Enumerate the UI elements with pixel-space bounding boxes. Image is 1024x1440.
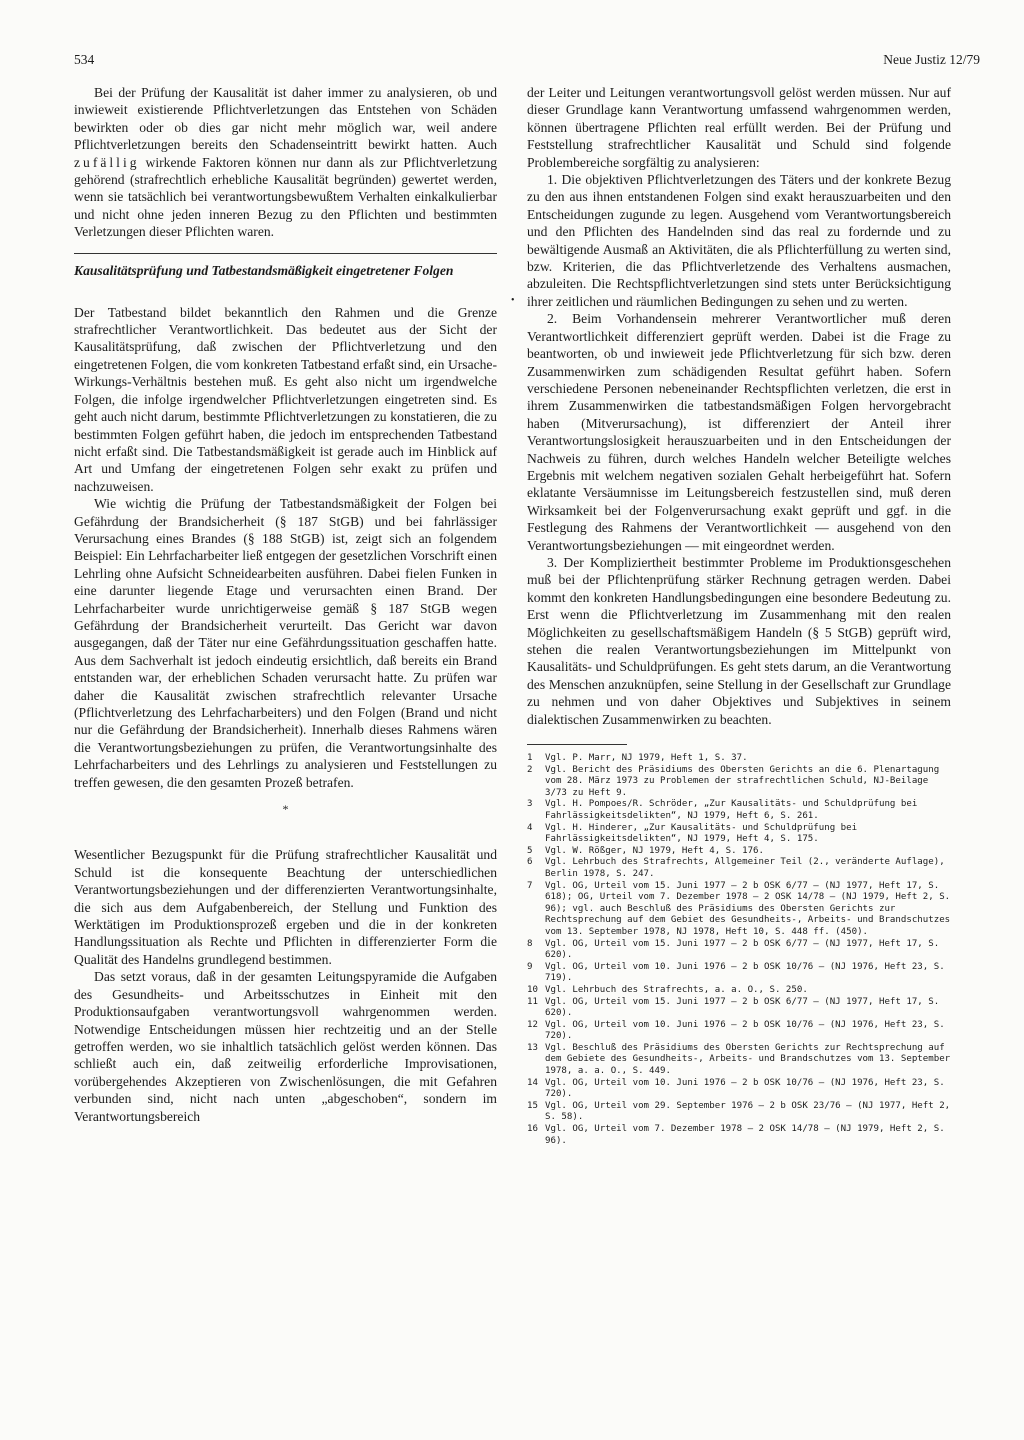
footnote-text: Vgl. Lehrbuch des Strafrechts, a. a. O., S. 250. (545, 984, 808, 995)
footnote (527, 857, 951, 880)
footnote-text: Vgl. OG, Urteil vom 10. Juni 1976 — 2 b OSK 10/76 — (NJ 1976, Heft 23, S. 719). (545, 961, 945, 984)
footnote (527, 799, 951, 822)
footnote-number: 13 (527, 1042, 538, 1053)
footnote-number: 8 (527, 938, 533, 949)
footnote-number: 10 (527, 984, 538, 995)
footnote-text: Vgl. Beschluß des Präsidiums des Obersten Gerichts zur Rechtsprechung auf dem Gebiete des Gesundheits-, Arbeits- und Brandschutzes vom 13. September 1978, a. a. O., S. 449. (545, 1042, 951, 1077)
footnote (527, 1020, 951, 1043)
footnote (527, 765, 951, 800)
footnotes (527, 753, 951, 1147)
list-item-3: 3. Der Kompliziertheit bestimmter Probleme im Produktionsgeschehen muß bei der Pflichtenprüfung stärker Rechnung getragen werden. Dabei kommt den konkreten Handlungsbedingungen eine besondere Bedeutung zu. Erst wenn die Pflichtverletzung im Zusammenhang mit den realen Möglichkeiten zu gesellschaftsmäßigem Handeln (§ 5 StGB) geprüft wird, stehen die realen Verantwortungsbeziehungen im Mittelpunkt von Kausalitäts- und Schuldprüfungen. Es geht stets darum, an die Verantwortung des Menschen anzuknüpfen, seine Stellung in der Gesellschaft zur Grundlage zu nehmen und von daher Objektives und Subjektives in seinem dialektischen Zusammenwirken zu beachten. (527, 554, 951, 727)
footnote-text: Vgl. OG, Urteil vom 10. Juni 1976 — 2 b OSK 10/76 — (NJ 1976, Heft 23, S. 720). (545, 1019, 945, 1042)
footnote (527, 846, 951, 858)
footnote (527, 881, 951, 939)
footnote-text: Vgl. OG, Urteil vom 15. Juni 1977 — 2 b OSK 6/77 — (NJ 1977, Heft 17, S. 620). (545, 938, 940, 961)
footnote-text: Vgl. Bericht des Präsidiums des Obersten Gerichts an die 6. Plenartagung vom 28. März 1973 zu Problemen der strafrechtlichen Schuld, NJ-Beilage 3/73 zu Heft 9. (545, 764, 940, 798)
footnote (527, 1043, 951, 1078)
footnote-number: 9 (527, 961, 533, 972)
footnote-number: 14 (527, 1077, 538, 1088)
footnote-number: 15 (527, 1100, 538, 1111)
footnote-number: 4 (527, 822, 533, 833)
footnote-text: Vgl. OG, Urteil vom 10. Juni 1976 — 2 b OSK 10/76 — (NJ 1976, Heft 23, S. 720). (545, 1077, 945, 1100)
list-item-2: 2. Beim Vorhandensein mehrerer Verantwortlicher muß deren Verantwortlichkeit differenziert geprüft werden. Dabei ist die Frage zu beantworten, ob und inwieweit jede Pflichtverletzung für sich bzw. deren Zusammenwirken zum schädigenden Resultat geführt haben. Sofern verschiedene Personen nebeneinander Rechtspflichten verletzen, die erst in ihrem Zusammenwirken die tatbestandsmäßigen Folgen hervorgebracht haben (Mitverursachung), ist differenziert der Anteil ihrer Verantwortungslosigkeit herauszuarbeiten und in den Entscheidungen der Nachweis zu führen, durch welches Handeln welcher Beteiligte welches Ergebnis mit welchem negativen sozialen Gehalt herbeigeführt hat. Sofern eklatante Versäumnisse im Leitungsbereich festzustellen sind, muß deren Wirksamkeit bei der Folgenverursachung exakt geprüft und ggf. in die Festlegung des Rahmens der Verantwortlichkeit — ausgehend von den Verantwortungsbeziehungen — mit eingeordnet werden. (527, 311, 951, 553)
footnote-text: Vgl. W. Rößger, NJ 1979, Heft 4, S. 176. (545, 845, 764, 856)
paragraph-3: Wesentlicher Bezugspunkt für die Prüfung strafrechtlicher Kausalität und Schuld ist die konsequente Beachtung der unterschiedlichen Verantwortungsbeziehungen und der differenzierten Verantwortungsinhalte, die sich aus dem Aufgabenbereich, der Stellung und Funktion des Werktätigen im Produktionsprozeß ergeben und die in der konkreten Handlungssituation als Rechte und Pflichten in differenzierter Form die Qualität des Handelns grundlegend bestimmen. (74, 847, 497, 967)
footnote-text: Vgl. Lehrbuch des Strafrechts, Allgemeiner Teil (2., veränderte Auflage), Berlin 1978, S. 247. (545, 857, 945, 879)
footnote-number: 1 (527, 753, 533, 764)
footnote (527, 1101, 951, 1124)
paragraph-2: Wie wichtig die Prüfung der Tatbestandsmäßigkeit der Folgen bei Gefährdung der Brandsicherheit (§ 187 StGB) und bei fahrlässiger Verursachung eines Brandes (§ 188 StGB) ist, zeigt sich an folgendem Beispiel: Ein Lehrfacharbeiter ließ entgegen der gesetzlichen Vorschrift einen Lehrling ohne Aufsicht Schneidearbeiten ausführen. Dabei fielen Funken in eine darunter liegende Etage und verursachten einen Brand. Der Lehrfacharbeiter wurde unrichtigerweise gemäß § 187 StGB wegen Gefährdung der Brandsicherheit verurteilt. Das Gericht war davon ausgegangen, daß der Täter nur eine Gefährdungssituation geschaffen hatte. Aus dem Sachverhalt ist jedoch eindeutig ersichtlich, daß bereits ein Brand entstanden war, der erheblichen Schaden verursacht hatte. Zu prüfen war daher die Kausalität zwischen strafrechtlich relevanter Ursache (Pflichtverletzung des Lehrfacharbeiters) und den Folgen (Brand und nicht nur die Gefährdung der Brandsicherheit). Innerhalb dieses Rahmens wären die Verantwortungsbeziehungen zu prüfen, die Verantwortungsinhalte des Lehrfacharbeiters und des Lehrlings zu analysieren und Feststellungen zu treffen gewesen, die den gesamten Prozeß betrafen. (74, 496, 497, 790)
footnote-number: 5 (527, 845, 533, 856)
footnote (527, 997, 951, 1020)
section-rule (74, 253, 497, 254)
right-column (527, 84, 951, 1147)
footnote-rule (527, 744, 627, 745)
margin-mark: • (511, 295, 515, 306)
footnote-text: Vgl. OG, Urteil vom 15. Juni 1977 — 2 b OSK 6/77 — (NJ 1977, Heft 17, S. 618); OG, Urteil vom 7. Dezember 1978 — 2 OSK 14/78 — (NJ 1979, Heft 2, S. 96); vgl. auch Beschluß des Präsidiums des Obersten Gerichts zur Rechtsprechung auf dem Gebiet des Gesundheits-, Arbeits- und Brandschutzes vom 13. September 1978, NJ 1978, Heft 10, S. 448 ff. (450). (545, 880, 951, 937)
section-separator: * (282, 802, 289, 817)
footnote-text: Vgl. OG, Urteil vom 7. Dezember 1978 — 2 OSK 14/78 — (NJ 1979, Heft 2, S. 96). (545, 1124, 945, 1146)
footnote (527, 753, 951, 765)
intro-text: Bei der Prüfung der Kausalität ist daher immer zu analysieren, ob und inwieweit existierende Pflichtverletzungen das Entstehen von Schäden bewirkten oder ob dies gar nicht mehr möglich war, weil andere Pflichtverletzungen bereits den Schadenseintritt bewirkt hatten. Auch (74, 85, 497, 153)
footnote-text: Vgl. P. Marr, NJ 1979, Heft 1, S. 37. (545, 753, 748, 764)
footnote-text: Vgl. OG, Urteil vom 29. September 1976 — 2 b OSK 23/76 — (NJ 1977, Heft 2, S. 58). (545, 1100, 951, 1123)
list-item-1: 1. Die objektiven Pflichtverletzungen des Täters und der konkrete Bezug zu den aus ihnen entstandenen Folgen sind exakt herauszuarbeiten und den Entscheidungen zugunde zu legen. Ausgehend vom Verantwortungsbereich und den Pflichten des Handelnden sind das real zu fordernde und zu bewältigende Ausmaß an Aktivitäten, die als Pflichterfüllung zu werten sind, bzw. Kriterien, die das Pflichtverletzende des Verhaltens ausmachen, abzuleiten. Die Rechtspflichtverletzungen sind stets unter Berücksichtigung ihrer zeitlichen und räumlichen Bedingungen zu sehen und zu werten. (527, 172, 951, 309)
paragraph-4: Das setzt voraus, daß in der gesamten Leitungspyramide die Aufgaben des Gesundheits- und Arbeitsschutzes in Einheit mit den Produktionsaufgaben verantwortungsvoll wahrgenommen werden. Notwendige Entscheidungen müssen hier rechtzeitig und an der Stelle getroffen werden, wo sie inhaltlich tatsächlich gelöst werden können. Das schließt auch ein, daß zeitweilig erforderliche Improvisationen, vorübergehendes Akzeptieren von Zwischenlösungen, die mit Gefahren verbunden sind, nicht nach unten „abgeschoben“, sondern im Verantwortungsbereich (74, 969, 497, 1124)
footnote-text: Vgl. H. Hinderer, „Zur Kausalitäts- und Schuldprüfung bei Fahrlässigkeitsdelikten“, NJ 1979, Heft 4, S. 175. (545, 822, 858, 845)
footnote (527, 823, 951, 846)
footnote-number: 3 (527, 799, 533, 810)
intro-text-rest: wirkende Faktoren können nur dann als zur Pflichtverletzung gehörend (strafrechtlich erhebliche Kausalität begründen) gewertet werden, wenn sie tatsächlich bei verantwortungsbewußtem Verhalten einkalkulierbar und nicht ohne jeden inneren Bezug zu den Pflichten und bestimmten Verletzungen dieser Pflichten waren. (74, 154, 497, 240)
footnote (527, 939, 951, 962)
footnote (527, 962, 951, 985)
left-column (74, 84, 497, 1125)
footnote-number: 11 (527, 996, 538, 1007)
footnote-number: 2 (527, 764, 533, 775)
page-number: 534 (74, 52, 95, 67)
footnote-number: 12 (527, 1019, 538, 1030)
footnote-number: 7 (527, 880, 533, 891)
section-heading: Kausalitätsprüfung und Tatbestandsmäßigkeit eingetretener Folgen (74, 262, 454, 278)
spaced-word: zufällig (74, 154, 140, 170)
footnote-text: Vgl. H. Pompoes/R. Schröder, „Zur Kausalitäts- und Schuldprüfung bei Fahrlässigkeitsdelikten“, NJ 1979, Heft 6, S. 261. (545, 799, 918, 821)
footnote-number: 6 (527, 857, 533, 868)
journal-title: Neue Justiz 12/79 (883, 52, 980, 67)
paragraph-1: Der Tatbestand bildet bekanntlich den Rahmen und die Grenze strafrechtlicher Verantwortlichkeit. Das bedeutet aus der Sicht der Kausalitätsprüfung, daß zwischen der Pflichtverletzung und den eingetretenen Folgen, die vom konkreten Tatbestand erfaßt sind, ein Ursache-Wirkungs-Verhältnis bestehen muß. Es geht also nicht um irgendwelche Folgen, die infolge irgendwelcher Pflichtverletzungen eingetreten sind. Es geht auch nicht darum, bestimmte Pflichtverletzungen zu konstatieren, die zu bestimmten Folgen geführt haben, die jedoch im entsprechenden Tatbestand nicht erfaßt sind. Die Tatbestandsmäßigkeit ist gerade auch im Hinblick auf Art und Umfang der eingetretenen Folgen sehr exakt zu prüfen und nachzuweisen. (74, 304, 497, 494)
footnote-number: 16 (527, 1124, 538, 1135)
footnote (527, 1078, 951, 1101)
footnote-text: Vgl. OG, Urteil vom 15. Juni 1977 — 2 b OSK 6/77 — (NJ 1977, Heft 17, S. 620). (545, 996, 940, 1019)
continuation-paragraph: der Leiter und Leitungen verantwortungsvoll gelöst werden müssen. Nur auf dieser Grundlage kann Verantwortung umfassend wahrgenommen werden, können übertragene Pflichten real erfüllt werden. Bei der Prüfung und Feststellung strafrechtlicher Kausalität und Schuld sind folgende Problembereiche sorgfältig zu analysieren: (527, 85, 951, 170)
footnote (527, 985, 951, 997)
footnote (527, 1124, 951, 1147)
intro-paragraph (74, 84, 497, 241)
